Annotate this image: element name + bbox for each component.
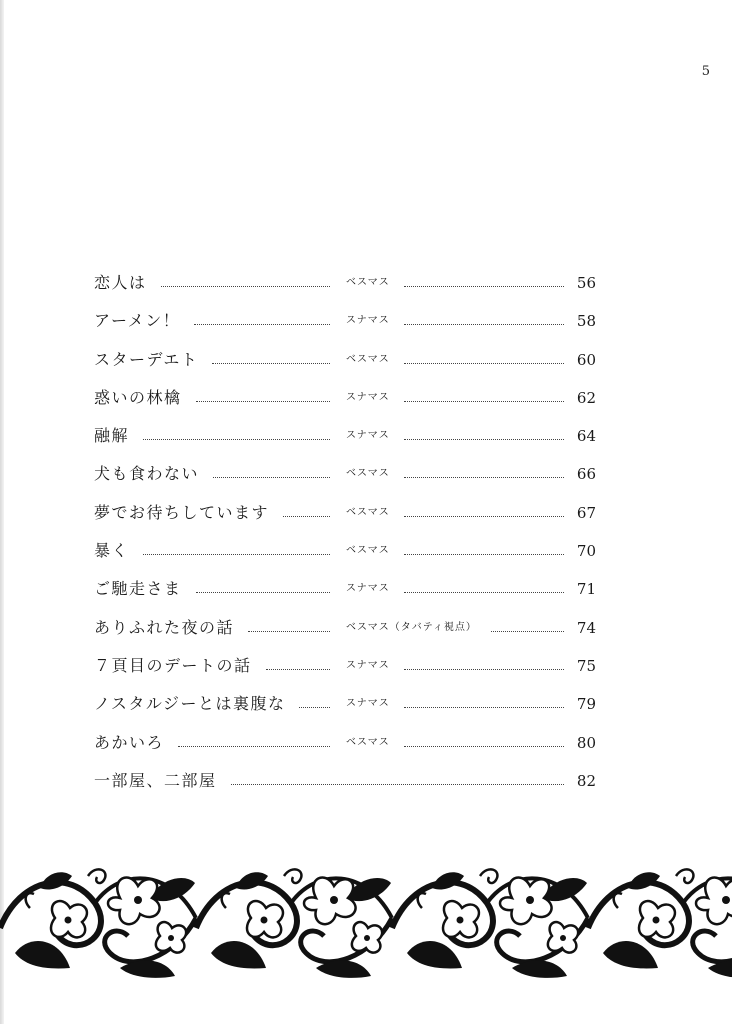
toc-row — [94, 764, 596, 802]
toc-author: ベスマス — [346, 353, 390, 365]
toc-page-number: 67 — [576, 503, 596, 522]
toc-leader — [404, 286, 564, 287]
toc-leader — [404, 439, 564, 440]
toc-title: 惑いの林檎 — [94, 381, 182, 415]
toc-page-number: 58 — [576, 312, 596, 331]
toc-leader — [196, 401, 330, 402]
toc-title: 暴く — [94, 534, 129, 568]
toc-leader — [404, 746, 564, 747]
toc-author: スナマス — [346, 391, 390, 403]
toc-leader — [161, 286, 330, 287]
toc-leader — [404, 324, 564, 325]
toc-title: 夢でお待ちしています — [94, 496, 269, 530]
toc-row — [94, 611, 596, 649]
toc-author: ベスマス — [346, 506, 390, 518]
page-number: 5 — [701, 64, 710, 79]
toc-title: あかいろ — [94, 726, 164, 760]
toc-leader — [404, 592, 564, 593]
toc-page-number: 80 — [576, 733, 596, 752]
toc-leader — [283, 516, 330, 517]
toc-row — [94, 266, 596, 304]
toc-page-number: 79 — [576, 695, 596, 714]
toc-page-number: 74 — [576, 618, 596, 637]
toc-leader — [194, 324, 330, 325]
toc-page-number: 82 — [576, 771, 596, 790]
toc-title: 犬も食わない — [94, 457, 199, 491]
toc-title: 恋人は — [94, 266, 147, 300]
floral-border-icon — [0, 858, 732, 982]
toc-title: スターデエト — [94, 343, 198, 377]
toc-page-number: 70 — [576, 542, 596, 561]
toc-page-number: 64 — [576, 427, 596, 446]
toc-row — [94, 343, 596, 381]
toc-author: スナマス — [346, 659, 390, 671]
toc-author: ベスマス — [346, 277, 390, 288]
toc-row — [94, 381, 596, 419]
toc-leader — [196, 592, 330, 593]
toc-title: アーメン！ — [94, 304, 180, 338]
toc-leader — [404, 363, 564, 364]
toc-leader — [213, 477, 330, 478]
toc-page-number: 66 — [576, 465, 596, 484]
toc-row — [94, 649, 596, 687]
toc-leader — [404, 669, 564, 670]
toc-author: ベスマス（タバティ視点） — [346, 621, 477, 633]
toc-author: ベスマス — [346, 545, 390, 557]
toc-leader — [212, 363, 330, 364]
toc-title: ７頁目のデートの話 — [94, 649, 252, 683]
toc-row — [94, 572, 596, 610]
toc-title: ありふれた夜の話 — [94, 611, 234, 645]
toc-leader — [404, 401, 564, 402]
toc-author: スナマス — [346, 698, 390, 710]
toc-leader — [299, 707, 330, 708]
toc-title: ノスタルジーとは裏腹な — [94, 687, 285, 721]
toc-row — [94, 726, 596, 764]
toc-page-number: 71 — [576, 580, 596, 599]
toc-leader — [266, 669, 330, 670]
toc-title: 融解 — [94, 419, 129, 453]
toc-title: ご馳走さま — [94, 572, 182, 606]
table-of-contents — [94, 266, 596, 802]
toc-row — [94, 496, 596, 534]
toc-row — [94, 534, 596, 572]
toc-author: スナマス — [346, 583, 390, 595]
toc-leader — [404, 477, 564, 478]
toc-leader — [491, 631, 564, 632]
toc-leader — [143, 554, 330, 555]
toc-row — [94, 304, 596, 342]
toc-row — [94, 419, 596, 457]
toc-leader — [143, 439, 330, 440]
toc-author: スナマス — [346, 315, 390, 327]
toc-leader — [404, 554, 564, 555]
toc-leader — [404, 707, 564, 708]
toc-page-number: 60 — [576, 350, 596, 369]
toc-leader — [404, 516, 564, 517]
toc-leader — [248, 631, 330, 632]
toc-page-number: 62 — [576, 388, 596, 407]
toc-page-number: 56 — [576, 274, 596, 292]
toc-row — [94, 687, 596, 725]
toc-author: ベスマス — [346, 468, 390, 480]
toc-author: ベスマス — [346, 736, 390, 748]
toc-leader — [178, 746, 330, 747]
toc-title: 一部屋、二部屋 — [94, 764, 217, 798]
toc-leader — [231, 784, 564, 785]
toc-row — [94, 457, 596, 495]
toc-author: スナマス — [346, 430, 390, 442]
toc-page-number: 75 — [576, 656, 596, 675]
